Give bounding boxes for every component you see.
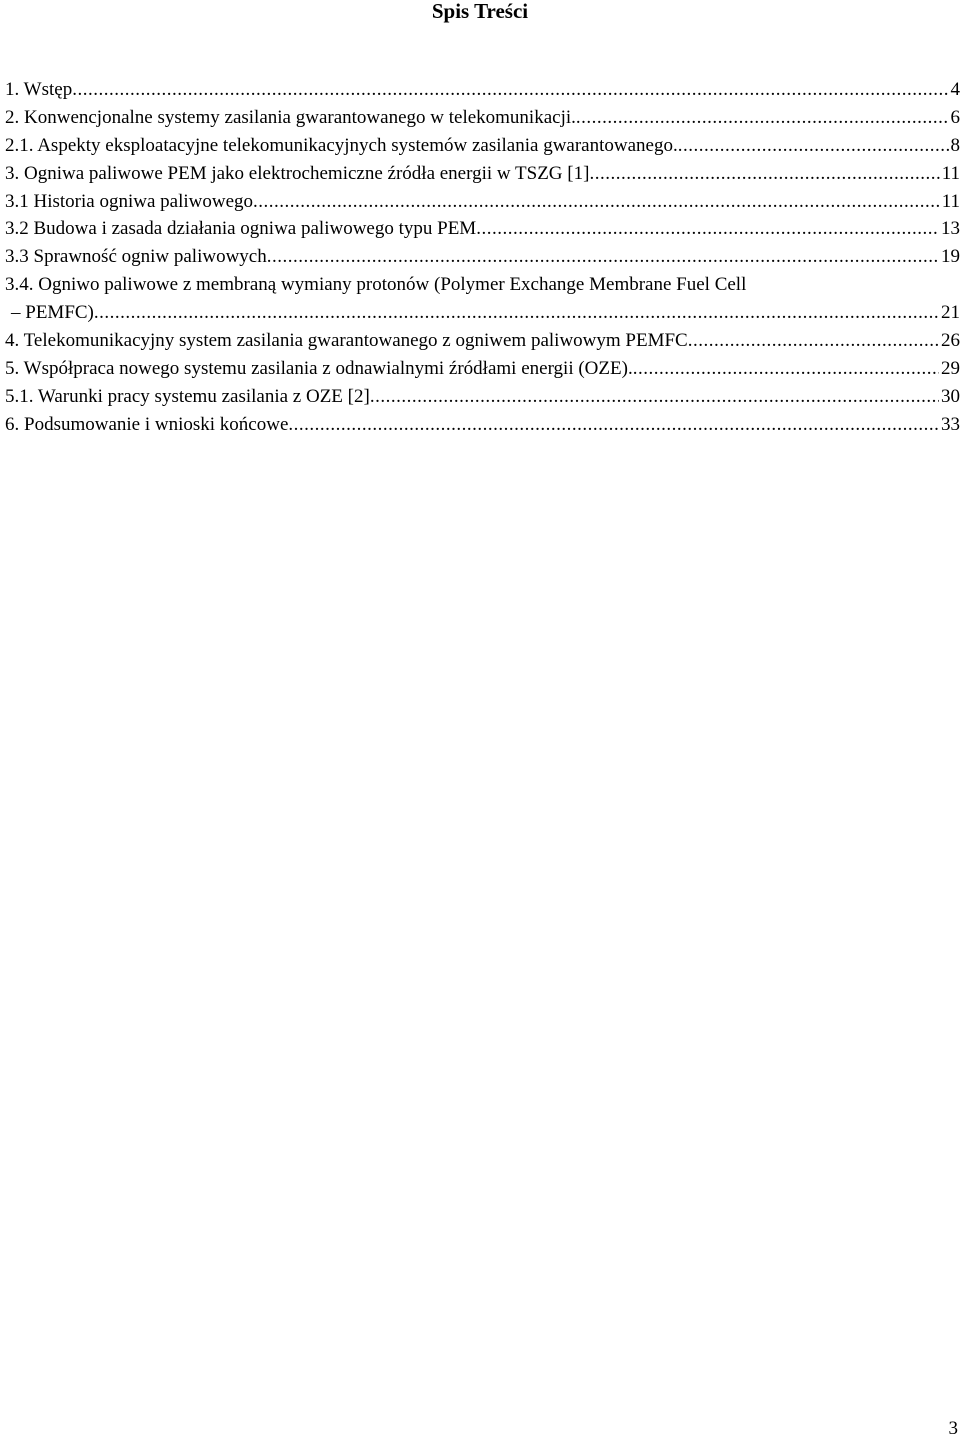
toc-entry-text: – PEMFC) (11, 302, 94, 324)
page-title: Spis Treści (431, 0, 529, 23)
toc-entry-page: 4 (950, 79, 960, 100)
toc-entry-2[interactable] (5, 104, 960, 132)
toc-dot-leader (288, 411, 939, 439)
toc-entry-text: 2.1. Aspekty eksploatacyjne telekomunikacyjnych systemów zasilania gwarantowanego. (5, 134, 678, 156)
toc-dot-leader (253, 188, 940, 216)
toc-entry-3-4-continuation[interactable] (5, 299, 960, 327)
toc-entry-6[interactable] (5, 411, 960, 439)
toc-entry-3-3[interactable] (5, 243, 960, 271)
toc-dot-leader (688, 327, 939, 355)
toc-entry-page: 29 (941, 357, 960, 379)
toc-entry-page: 13 (941, 218, 960, 240)
toc-entry-text: 6. Podsumowanie i wnioski końcowe (5, 413, 289, 435)
toc-entry-4[interactable] (5, 327, 960, 355)
toc-entry-3-2[interactable] (5, 215, 960, 243)
toc-dot-leader (633, 355, 939, 383)
toc-dot-leader (94, 299, 939, 327)
toc-entry-1[interactable] (5, 76, 960, 104)
toc-entry-5[interactable] (5, 355, 960, 383)
toc-entry-text: 4. Telekomunikacyjny system zasilania gwarantowanego z ogniwem paliwowym PEMFC (5, 330, 688, 352)
toc-entry-text: 3. Ogniwa paliwowe PEM jako elektrochemiczne źródła energii w TSZG [1] (5, 162, 590, 184)
toc-dot-leader (370, 383, 939, 411)
toc-entry-text: 3.2 Budowa i zasada działania ogniwa paliwowego typu PEM (5, 218, 477, 240)
toc-entry-page: 21 (941, 302, 960, 324)
toc-entry-page: 11 (941, 190, 960, 212)
toc-entry-page: 6 (950, 106, 960, 128)
toc-entry-text: 3.1 Historia ogniwa paliwowego (5, 190, 254, 212)
page-number: 3 (948, 1418, 958, 1439)
toc-entry-page: 19 (941, 246, 960, 268)
toc-dot-leader (72, 76, 948, 104)
toc-entry-page: 26 (941, 330, 960, 352)
toc-dot-leader (678, 132, 949, 160)
toc-dot-leader (576, 104, 949, 132)
toc-entry-text: 3.3 Sprawność ogniw paliwowych (5, 246, 267, 268)
toc-entry-page: 33 (941, 413, 960, 435)
toc-entry-text: 3.4. Ogniwo paliwowe z membraną wymiany protonów (Polymer Exchange Membrane Fuel Cell (5, 274, 747, 296)
toc-entry-3-4[interactable] (5, 271, 960, 299)
toc-entry-page: 11 (941, 162, 960, 184)
table-of-contents (5, 76, 960, 439)
toc-entry-3[interactable] (5, 160, 960, 188)
toc-entry-5-1[interactable] (5, 383, 960, 411)
toc-dot-leader (476, 215, 939, 243)
toc-entry-text: 5.1. Warunki pracy systemu zasilania z OZE [2] (5, 385, 370, 407)
toc-dot-leader (267, 243, 939, 271)
toc-entry-page: 30 (941, 385, 960, 407)
toc-entry-3-1[interactable] (5, 188, 960, 216)
toc-entry-text: 1. Wstęp (5, 79, 73, 100)
toc-entry-text: 2. Konwencjonalne systemy zasilania gwarantowanego w telekomunikacji. (5, 106, 576, 128)
toc-entry-text: 5. Współpraca nowego systemu zasilania z odnawialnymi źródłami energii (OZE). (5, 357, 633, 379)
toc-entry-2-1[interactable] (5, 132, 960, 160)
toc-entry-page: 8 (950, 134, 960, 156)
toc-dot-leader (589, 160, 939, 188)
